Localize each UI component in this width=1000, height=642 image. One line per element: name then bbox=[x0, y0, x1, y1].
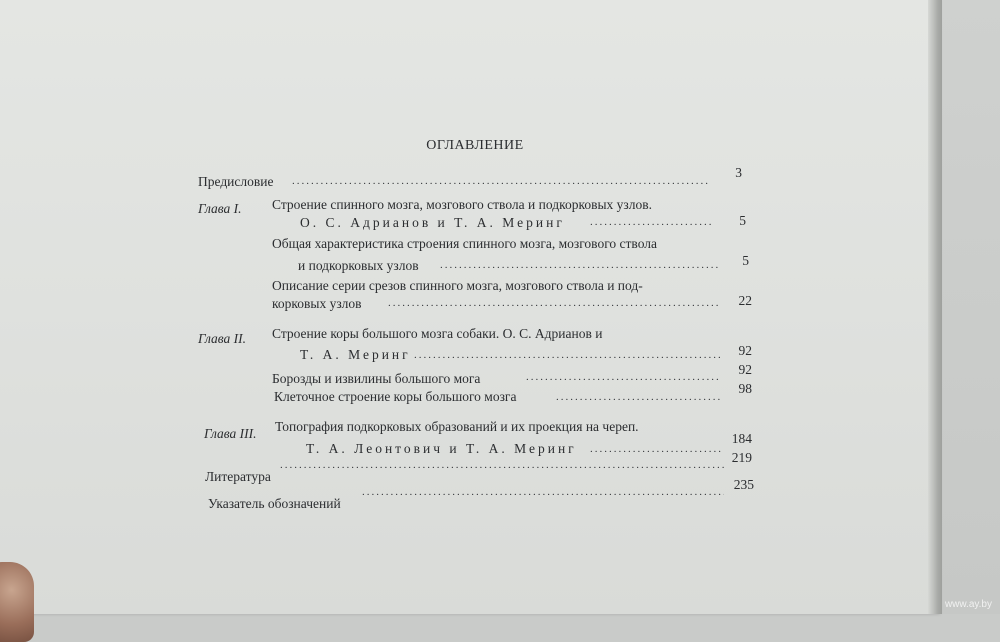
toc-preface-page: 3 bbox=[735, 165, 742, 180]
toc-leader-dots bbox=[292, 172, 710, 190]
toc-leader-dots bbox=[388, 294, 720, 312]
finger-thumb bbox=[0, 562, 34, 642]
toc-index-title: Указатель обозначений bbox=[208, 496, 341, 511]
toc-ch1-page: 5 bbox=[739, 213, 746, 228]
toc-ch3-title: Топография подкорковых образований и их проекция на череп. bbox=[275, 419, 639, 434]
toc-preface-title: Предисловие bbox=[198, 174, 274, 189]
toc-ch2-title: Строение коры большого мозга собаки. О. С. Адрианов и bbox=[272, 326, 603, 341]
toc-ch2-label: Глава II. bbox=[198, 331, 247, 346]
toc-ch1-sub1-title-cont: и подкорковых узлов bbox=[298, 258, 419, 273]
toc-literature-title: Литература bbox=[205, 469, 271, 484]
toc-ch1-label: Глава I. bbox=[198, 201, 242, 216]
toc-ch1-sub1-page: 5 bbox=[742, 253, 749, 268]
toc-leader-dots bbox=[556, 388, 720, 406]
toc-ch3-authors: Т. А. Леонтович и Т. А. Меринг bbox=[306, 441, 577, 456]
toc-ch1-authors: О. С. Адрианов и Т. А. Меринг bbox=[300, 215, 565, 230]
toc-ch1-sub1-title: Общая характеристика строения спинного мозга, мозгового ствола bbox=[272, 236, 658, 251]
toc-ch1-title: Строение спинного мозга, мозгового ствола и подкорковых узлов. bbox=[272, 197, 652, 212]
watermark: www.ay.by bbox=[944, 599, 992, 610]
toc-ch2-sub1-title: Борозды и извилины большого мога bbox=[272, 371, 481, 386]
toc-leader-dots bbox=[440, 256, 720, 274]
toc-ch1-sub2-page: 22 bbox=[738, 293, 752, 308]
toc-ch2-sub1-page: 92 bbox=[738, 362, 752, 377]
page-edge bbox=[928, 0, 942, 614]
toc-leader-dots bbox=[362, 483, 724, 501]
toc-literature-page: 219 bbox=[731, 450, 752, 465]
toc-ch3-label: Глава III. bbox=[204, 426, 257, 441]
toc-ch2-authors: Т. А. Меринг bbox=[300, 347, 411, 362]
toc-leader-dots bbox=[280, 456, 724, 474]
toc-leader-dots bbox=[526, 368, 720, 386]
toc-index-page: 235 bbox=[733, 477, 754, 492]
toc-ch2-page: 92 bbox=[738, 343, 752, 358]
toc-leader-dots bbox=[414, 346, 720, 364]
toc-leader-dots bbox=[590, 213, 714, 231]
toc-ch1-sub2-title: Описание серии срезов спинного мозга, мозгового ствола и под- bbox=[272, 278, 643, 293]
toc-ch1-sub2-title-cont: корковых узлов bbox=[272, 296, 362, 311]
toc-ch2-sub2-page: 98 bbox=[738, 381, 752, 396]
toc-ch2-sub2-title: Клеточное строение коры большого мозга bbox=[274, 389, 517, 404]
toc-ch3-page: 184 bbox=[731, 431, 752, 446]
page-title: ОГЛАВЛЕНИЕ bbox=[426, 138, 524, 153]
